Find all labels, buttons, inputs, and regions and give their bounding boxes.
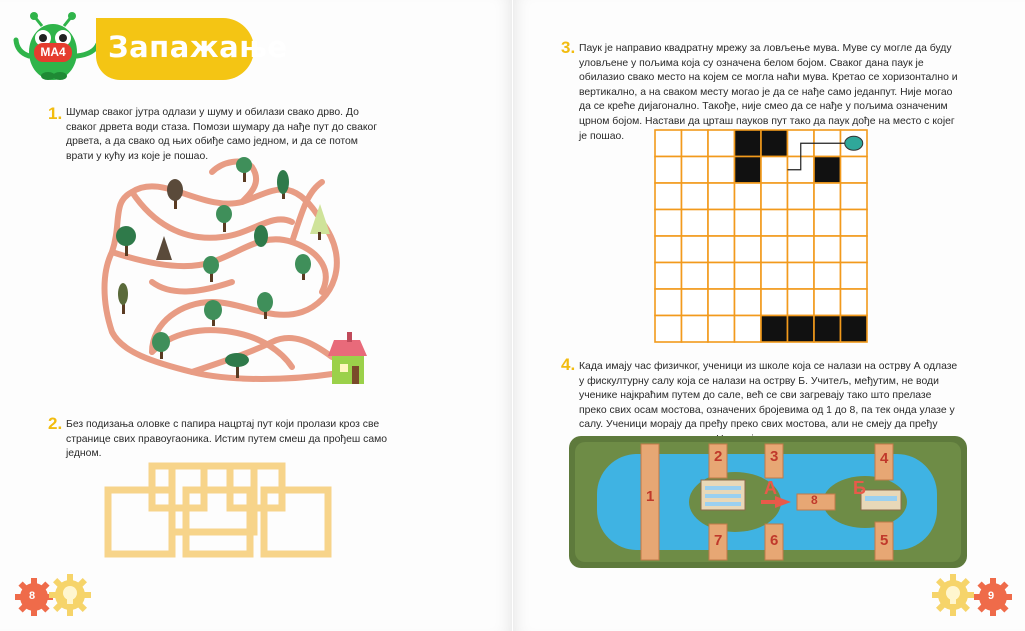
grid-cell [788, 263, 815, 290]
grid-cell [814, 263, 841, 290]
islands-map [569, 436, 967, 568]
task-1-number: 1. [48, 104, 63, 123]
grid-cell-black [761, 316, 788, 343]
grid-cell [814, 210, 841, 237]
spider-icon [845, 136, 863, 150]
grid-cell [655, 236, 682, 263]
grid-cell [841, 236, 868, 263]
grid-cell [735, 210, 762, 237]
right-page [513, 0, 1025, 631]
grid-cell-black [735, 130, 762, 157]
page-number-right: 9 [988, 590, 995, 602]
island-b-label: Б [853, 478, 866, 498]
house-icon [328, 332, 367, 384]
grid-cell [708, 183, 735, 210]
grid-cell [708, 157, 735, 184]
bridge-label-8: 8 [811, 493, 818, 507]
grid-cell [788, 289, 815, 316]
grid-cell [655, 316, 682, 343]
left-page [0, 0, 512, 631]
bridge-label-6: 6 [770, 532, 779, 549]
grid-cell [708, 236, 735, 263]
grid-cell [682, 236, 709, 263]
grid-cell [735, 263, 762, 290]
grid-cell-black [814, 316, 841, 343]
bridge-label-3: 3 [770, 448, 779, 465]
page-number-left: 8 [29, 590, 36, 602]
grid-cell [788, 183, 815, 210]
grid-cell-black [814, 157, 841, 184]
grid-cell-black [788, 316, 815, 343]
grid-cell [735, 236, 762, 263]
grid-cell [761, 263, 788, 290]
grid-cell [682, 183, 709, 210]
task-2-text: Без подизања оловке с папира нацртај пут који пролази кроз све странице свих правоугаоника. Истим путем смеш да прођеш само једном. [66, 419, 388, 460]
grid-cell [682, 130, 709, 157]
grid-cell [761, 157, 788, 184]
grid-cell-black [761, 130, 788, 157]
page-title: Запажање [108, 30, 288, 64]
grid-cell [682, 316, 709, 343]
grid-cell [788, 236, 815, 263]
lightbulb-gear-icon [48, 573, 92, 617]
grid-cell [708, 263, 735, 290]
grid-cell [841, 289, 868, 316]
grid-cell [841, 183, 868, 210]
grid-cell-black [735, 157, 762, 184]
grid-cell [655, 130, 682, 157]
grid-cell [841, 210, 868, 237]
grid-cell [682, 157, 709, 184]
grid-cell [655, 157, 682, 184]
lightbulb-gear-icon [931, 573, 975, 617]
grid-cell [814, 236, 841, 263]
grid-cell [814, 289, 841, 316]
grid-cell [708, 130, 735, 157]
grid-cell [761, 183, 788, 210]
grid-cell [655, 210, 682, 237]
grid-cell [761, 289, 788, 316]
grid-cell [682, 289, 709, 316]
grid-cell [761, 236, 788, 263]
grid-cell-black [841, 316, 868, 343]
grid-cell [708, 316, 735, 343]
grid-cell [708, 289, 735, 316]
forest-maze [92, 152, 392, 400]
grid-cell [761, 210, 788, 237]
bridge-label-4: 4 [880, 450, 889, 467]
bridge-label-2: 2 [714, 448, 723, 465]
bridge-label-7: 7 [714, 532, 723, 549]
task-4-number: 4. [561, 355, 576, 374]
grid-cell [841, 263, 868, 290]
grid-cell [788, 210, 815, 237]
rectangles-puzzle [104, 460, 336, 560]
bridge-label-1: 1 [646, 488, 655, 505]
badge-label: МА4 [40, 45, 66, 59]
grid-cell [708, 210, 735, 237]
island-a-label: А [764, 478, 777, 498]
task-3-number: 3. [561, 38, 576, 57]
grid-cell [682, 210, 709, 237]
bridge-label-5: 5 [880, 532, 889, 549]
grid-cell [735, 183, 762, 210]
grid-cell [735, 316, 762, 343]
task-2-number: 2. [48, 414, 63, 433]
grid-cell [682, 263, 709, 290]
task-1-text: Шумар сваког јутра одлази у шуму и обилази свако дрво. До сваког дрвета води стаза. Помози шумару да нађе пут до сваког дрвета, а да свако од њих обиђе само једном, и да се потом врати у кућу из које је пошао. [66, 107, 378, 162]
task-3-text: Паук је направио квадратну мрежу за ловљење мува. Муве су могле да буду уловљене у пољима која су означена белом бојом. Сваког дана паук је обилазио свако место на којем се могла наћи мува. Кретао се хоризонтално и вертикално, а на сваком месту могао је да се нађе само једанпут. Није могао да се креће дијагонално. Такође, није смео да се нађе у пољима означеним црном бојом. Настави да црташ пауков пут тако да паук дође на место с којег је пошао. [579, 43, 958, 142]
grid-cell [655, 263, 682, 290]
spider-grid [653, 128, 883, 344]
grid-cell [735, 289, 762, 316]
task-4-text: Када имају час физичког, ученици из школе која се налази на острву А одлазе у фискултурну салу која се налази на острву Б. Учитељ, међутим, не води ученике најкраћим путем до сале, већ се сви загревају тако што прелазе преко свих осам мостова, означених бројевима од 1 до 8, па тек онда улазе у салу. Ученици морају да пређу преко свих мостова, али не смеју да пређу [579, 361, 958, 431]
grid-cell [655, 289, 682, 316]
grid-cell [841, 157, 868, 184]
grid-cell [655, 183, 682, 210]
grid-cell [814, 183, 841, 210]
